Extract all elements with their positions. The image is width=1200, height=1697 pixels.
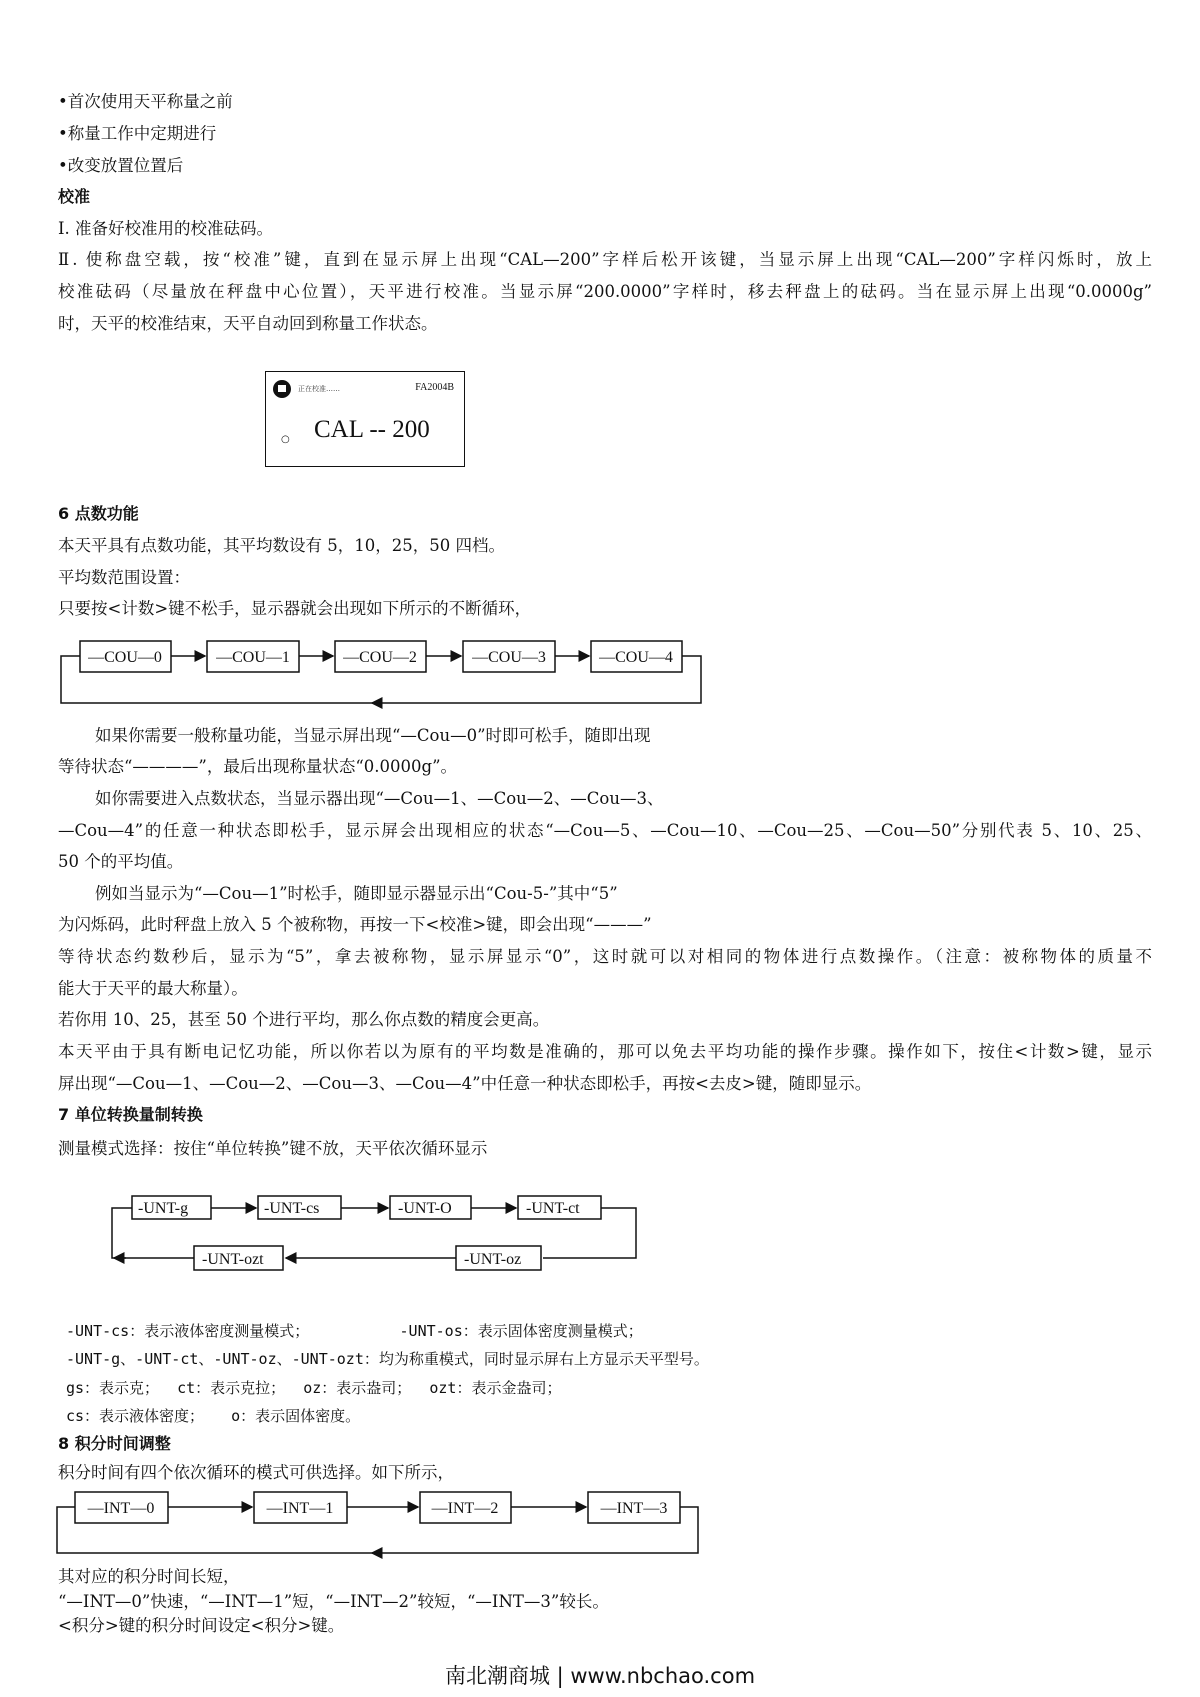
paragraph-line: 积分时间有四个依次循环的模式可供选择。如下所示， [58,1463,454,1482]
paragraph-line: 测量模式选择：按住“单位转换”键不放，天平依次循环显示 [58,1139,488,1158]
cou-label: —COU—1 [216,649,290,666]
display-indicator: ○ [281,434,290,445]
paragraph-line: “—INT—0”快速，“—INT—1”短，“—INT—2”较短，“—INT—3”较长。 [58,1592,609,1611]
unt-label: -UNT-cs [264,1200,320,1217]
paragraph-line: 如果你需要一般称量功能，当显示屏出现“—Cou—0”时即可松手，随即出现 [95,726,651,745]
int-label: —INT—1 [266,1500,334,1517]
unit-note: cs：表示液体密度； o：表示固体密度。 [66,1407,361,1425]
paragraph-line: 例如当显示为“—Cou—1”时松手，随即显示器显示出“Cou-5-”其中“5” [95,884,618,903]
int-label: —INT—0 [87,1500,155,1517]
paragraph-line: 为闪烁码，此时秤盘上放入 5 个被称物，再按一下<校准>键，即会出现“———” [58,915,652,934]
paragraph-line: <积分>键的积分时间设定<积分>键。 [58,1616,345,1635]
cou-label: —COU—2 [343,649,417,666]
calibration-heading: 校准 [58,187,91,206]
calibration-step-2: Ⅱ. 使称盘空载，按“校准”键，直到在显示屏上出现“CAL—200”字样后松开该键，当显示屏上出现“CAL—200”字样闪烁时，放上 [58,250,1152,269]
int-label: —INT—2 [431,1500,499,1517]
unt-label: -UNT-ct [526,1200,580,1217]
display-status: 正在校准…… [298,385,340,393]
unt-label: -UNT-g [138,1200,189,1217]
paragraph-line: 本天平由于具有断电记忆功能，所以你若以为原有的平均数是准确的，那可以免去平均功能的操作步骤。操作如下，按住<计数>键，显示 [58,1042,1152,1061]
unit-note: gs：表示克； ct：表示克拉； oz：表示盎司； ozt：表示金盎司； [66,1379,562,1397]
bullet-item: •称量工作中定期进行 [58,124,217,143]
section-7-heading: 7 单位转换量制转换 [58,1105,203,1124]
paragraph-line: 平均数范围设置： [58,568,190,587]
paragraph-line: 50 个的平均值。 [58,852,184,871]
footer-watermark: 南北潮商城 | www.nbchao.com [444,1664,756,1688]
unt-label: -UNT-O [398,1200,452,1217]
paragraph-line: 如你需要进入点数状态，当显示器出现“—Cou—1、—Cou—2、—Cou—3、 [95,789,664,808]
section-6-heading: 6 点数功能 [58,504,139,523]
calibration-step-2: 时，天平的校准结束，天平自动回到称量工作状态。 [58,314,438,333]
cou-label: —COU—3 [472,649,546,666]
unit-note: -UNT-g、-UNT-ct、-UNT-oz、-UNT-ozt：均为称重模式，同时显示屏右上方显示天平型号。 [66,1350,709,1368]
paragraph-line: 其对应的积分时间长短， [58,1567,240,1586]
unt-label: -UNT-oz [464,1251,522,1268]
paragraph-line: 屏出现“—Cou—1、—Cou—2、—Cou—3、—Cou—4”中任意一种状态即松手，再按<去皮>键，随即显示。 [58,1074,872,1093]
unt-label: -UNT-ozt [202,1251,264,1268]
cou-label: —COU—4 [599,649,673,666]
paragraph-line: —Cou—4”的任意一种状态即松手，显示屏会出现相应的状态“—Cou—5、—Cou—10、—Cou—25、—Cou—50”分别代表 5、10、25、 [58,821,1152,840]
paragraph-line: 若你用 10、25，甚至 50 个进行平均，那么你点数的精度会更高。 [58,1010,550,1029]
display-reading: CAL -- 200 [314,416,430,443]
section-8-heading: 8 积分时间调整 [58,1434,171,1453]
paragraph-line: 能大于天平的最大称量）。 [58,979,248,998]
paragraph-line: 等待状态“————”，最后出现称量状态“0.0000g”。 [58,757,458,776]
paragraph-line: 本天平具有点数功能，其平均数设有 5，10，25，50 四档。 [58,536,505,555]
paragraph-line: 等待状态约数秒后，显示为“5”，拿去被称物，显示屏显示“0”，这时就可以对相同的物体进行点数操作。（注意：被称物体的质量不 [58,947,1152,966]
cou-label: —COU—0 [88,649,162,666]
calibration-step-1: Ⅰ. 准备好校准用的校准砝码。 [58,219,274,238]
display-model: FA2004B [415,382,454,393]
calibration-step-2: 校准砝码（尽量放在秤盘中心位置），天平进行校准。当显示屏“200.0000”字样时，移去秤盘上的砝码。当在显示屏上出现“0.0000g” [58,282,1152,301]
paragraph-line: 只要按<计数>键不松手，显示器就会出现如下所示的不断循环， [58,599,532,618]
bullet-item: •改变放置位置后 [58,156,184,175]
unit-note: -UNT-cs：表示液体密度测量模式； -UNT-os：表示固体密度测量模式； [66,1322,643,1340]
int-label: —INT—3 [600,1500,668,1517]
bullet-item: •首次使用天平称量之前 [58,92,233,111]
